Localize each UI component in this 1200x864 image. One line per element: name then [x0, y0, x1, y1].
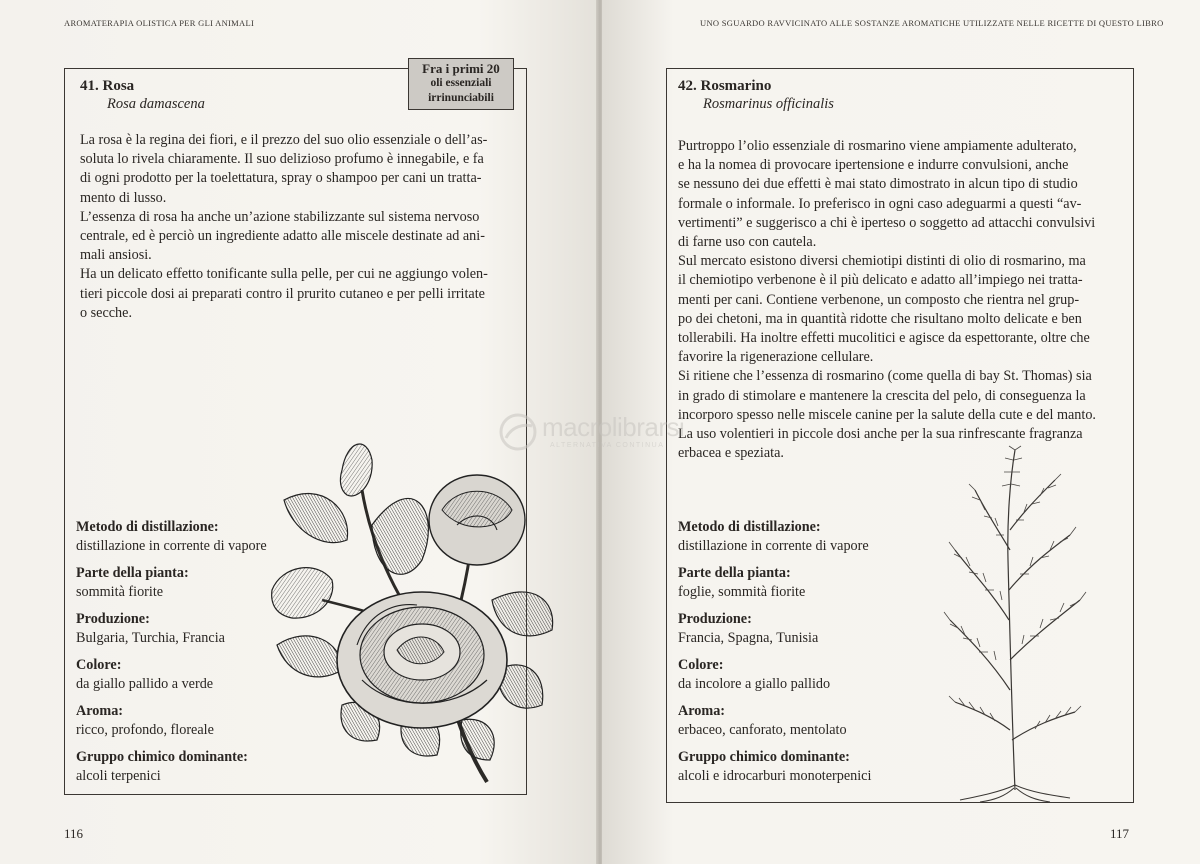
fact-label: Gruppo chimico dominante: [678, 749, 850, 765]
fact-distillation [678, 518, 918, 556]
body-line: Purtroppo l’olio essenziale di rosmarino viene ampiamente adulterato, [678, 138, 1077, 154]
badge-line-3: irrinunciabili [428, 92, 494, 104]
body-line: La uso volentieri in piccole dosi anche per la sua rinfrescante fragranza [678, 426, 1083, 443]
fact-production [76, 610, 296, 648]
fact-value: alcoli terpenici [76, 768, 161, 784]
body-line: Ha un delicato effetto tonificante sulla pelle, per cui ne aggiungo volen- [80, 266, 488, 283]
watermark-text: macrolibrarsi [542, 412, 685, 442]
macrolibrarsi-logo-icon [498, 412, 538, 452]
badge-line-1: Fra i primi 20 [422, 61, 500, 76]
body-line: e ha la nomea di provocare ipertensione e indurre convulsioni, anche [678, 157, 1069, 174]
fact-value: Bulgaria, Turchia, Francia [76, 630, 225, 646]
fact-production [678, 610, 918, 648]
top20-badge [408, 58, 514, 110]
fact-color [76, 656, 296, 694]
watermark-subtext: ALTERNATIVA CONTINUA [550, 442, 665, 449]
fact-label: Gruppo chimico dominante: [76, 749, 248, 765]
fact-value: distillazione in corrente di vapore [76, 538, 267, 554]
rosa-facts [76, 518, 296, 794]
fact-distillation [76, 518, 296, 556]
fact-chemical-group [678, 748, 918, 786]
fact-value: ricco, profondo, floreale [76, 722, 214, 738]
body-line: il chemiotipo verbenone è il più delicato e adatto all’impiego nei tratta- [678, 272, 1083, 289]
fact-value: distillazione in corrente di vapore [678, 538, 869, 554]
running-header-right: UNO SGUARDO RAVVICINATO ALLE SOSTANZE AROMATICHE UTILIZZATE NELLE RICETTE DI QUESTO LIBRO [700, 18, 1164, 28]
body-line: o secche. [80, 304, 132, 321]
body-line: formale o informale. Io preferisco in ogni caso adeguarmi a questi “av- [678, 195, 1082, 212]
badge-line-2: oli essenziali [430, 77, 492, 89]
body-line: centrale, ed è perciò un ingrediente adatto alle miscele destinate ad ani- [80, 228, 485, 245]
body-line: L’essenza di rosa ha anche un’azione stabilizzante sul sistema nervoso [80, 208, 480, 225]
fact-label: Produzione: [76, 611, 150, 627]
body-line: po dei chetoni, ma in quantità ridotte che risultano molto delicate e ben [678, 310, 1082, 327]
fact-aroma [678, 702, 918, 740]
fact-label: Colore: [76, 657, 122, 673]
entry-body [80, 131, 520, 323]
latin-name: Rosa damascena [107, 96, 205, 112]
body-line: Si ritiene che l’essenza di rosmarino (come quella di bay St. Thomas) sia [678, 368, 1092, 385]
fact-value: sommità fiorite [76, 584, 164, 600]
fact-label: Aroma: [76, 703, 124, 719]
body-line: mento di lusso. [80, 189, 167, 206]
body-line: vertimenti” e suggerisco a chi è iperteso o soggetto ad attacchi convulsivi [678, 214, 1096, 231]
entry-title: 42. Rosmarino [678, 78, 772, 94]
fact-color [678, 656, 918, 694]
fact-label: Produzione: [678, 611, 752, 627]
body-line: Sul mercato esistono diversi chemiotipi distinti di olio di rosmarino, ma [678, 253, 1086, 270]
body-line: soluta lo rivela chiaramente. Il suo delizioso profumo è innegabile, e fa [80, 151, 484, 168]
entry-body [678, 137, 1128, 463]
body-line: incorporo spesso nelle miscele canine per la salute della cute e del manto. [678, 406, 1096, 423]
body-line: di ogni prodotto per la toelettatura, spray o shampoo per cani un tratta- [80, 170, 482, 187]
fact-value: foglie, sommità fiorite [678, 584, 806, 600]
body-line: di farne uso con cautela. [678, 234, 817, 251]
fact-value: da giallo pallido a verde [76, 676, 214, 692]
rose-illustration [262, 430, 562, 786]
macrolibrarsi-watermark [498, 412, 708, 452]
fact-aroma [76, 702, 296, 740]
fact-value: Francia, Spagna, Tunisia [678, 630, 819, 646]
fact-label: Aroma: [678, 703, 726, 719]
body-line: tollerabili. Ha inoltre effetti mucolitici e agisce da espettorante, oltre che [678, 330, 1090, 347]
fact-plant-part [76, 564, 296, 602]
body-line: La rosa è la regina dei fiori, e il prezzo del suo olio essenziale o dell’as- [80, 132, 488, 148]
body-line: tieri piccole dosi ai preparati contro il prurito cutaneo e per pelli irritate [80, 285, 485, 302]
page-number-left: 116 [64, 826, 84, 841]
running-header-left: AROMATERAPIA OLISTICA PER GLI ANIMALI [64, 18, 255, 28]
page-number-right: 117 [1110, 826, 1130, 841]
fact-label: Parte della pianta: [76, 565, 189, 581]
fact-value: da incolore a giallo pallido [678, 676, 831, 692]
fact-value: alcoli e idrocarburi monoterpenici [678, 768, 872, 784]
entry-title: 41. Rosa [80, 78, 135, 94]
fact-label: Metodo di distillazione: [678, 519, 821, 535]
latin-name: Rosmarinus officinalis [703, 96, 834, 112]
fact-label: Colore: [678, 657, 724, 673]
body-line: mali ansiosi. [80, 247, 152, 264]
body-line: se nessuno dei due effetti è mai stato dimostrato in alcun tipo di studio [678, 176, 1078, 193]
fact-plant-part [678, 564, 918, 602]
rosemary-illustration [910, 440, 1110, 804]
fact-label: Parte della pianta: [678, 565, 791, 581]
fact-chemical-group [76, 748, 296, 786]
body-line: erbacea e speziata. [678, 445, 784, 462]
body-line: in grado di stimolare e mantenere la crescita del pelo, di conseguenza la [678, 387, 1086, 404]
body-line: menti per cani. Contiene verbenone, un composto che rientra nel grup- [678, 291, 1080, 308]
rosmarino-facts [678, 518, 918, 794]
body-line: favorire la rigenerazione cellulare. [678, 349, 874, 366]
fact-value: erbaceo, canforato, mentolato [678, 722, 847, 738]
fact-label: Metodo di distillazione: [76, 519, 219, 535]
